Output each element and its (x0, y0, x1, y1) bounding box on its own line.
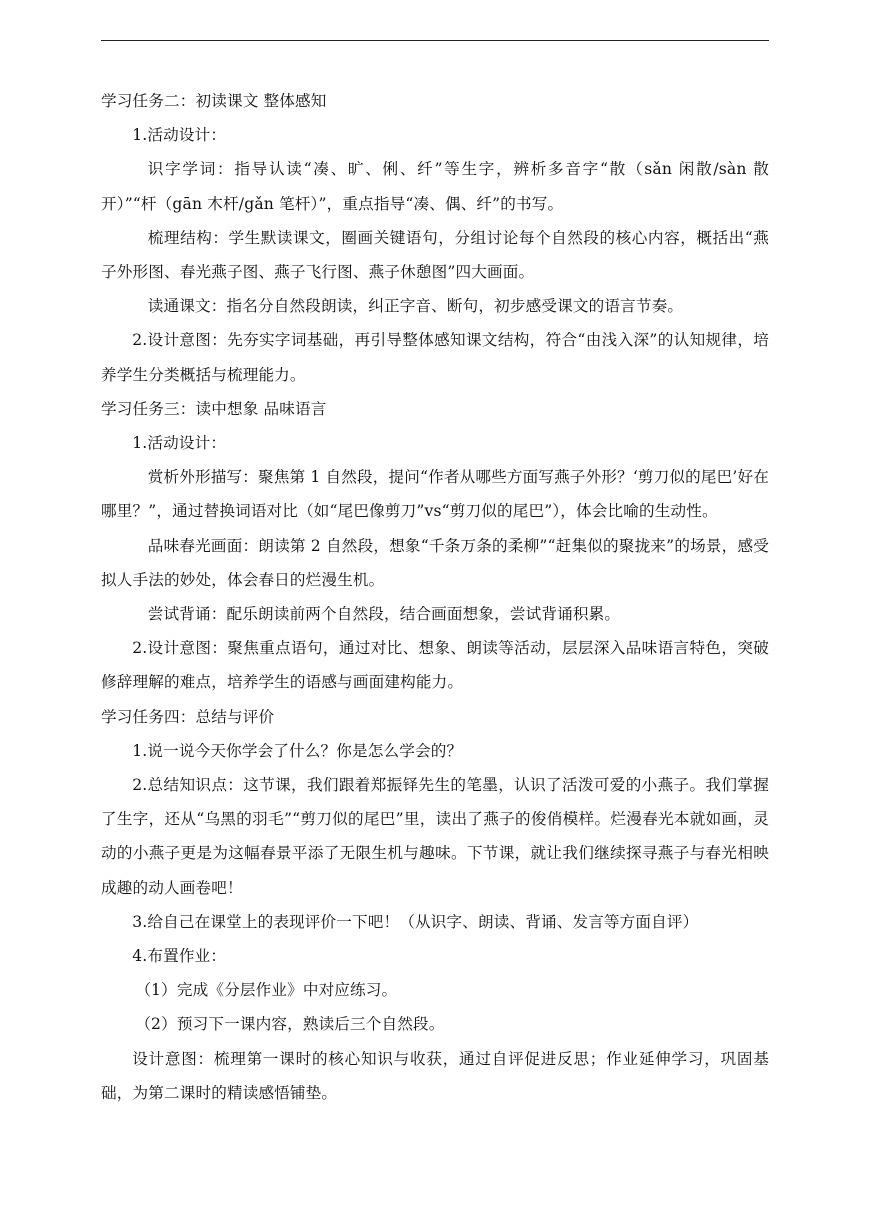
task4-item1: 1.说一说今天你学会了什么？你是怎么学会的？ (132, 741, 463, 760)
task4-summary-paragraph: 2.总结知识点：这节课，我们跟着郑振铎先生的笔墨，认识了活泼可爱的小燕子。我们掌握了生字，还从“乌黑的羽毛”“剪刀似的尾巴”里，读出了燕子的俊俏模样。烂漫春光本就如画，灵动的小燕子更是为这幅春景平添了无限生机与趣味。下节课，就让我们继续探寻燕子与春光相映成趣的动人画卷吧！ (101, 776, 769, 897)
task3-heading: 学习任务三：读中想象 品味语言 (101, 399, 327, 418)
task3-intent-paragraph: 2.设计意图：聚焦重点语句，通过对比、想象、朗读等活动，层层深入品味语言特色，突破修辞理解的难点，培养学生的语感与画面建构能力。 (101, 639, 769, 692)
task3-shape-paragraph: 赏析外形描写：聚焦第 1 自然段，提问“作者从哪些方面写燕子外形？‘剪刀似的尾巴’好在哪里？”，通过替换词语对比（如“尾巴像剪刀”vs“剪刀似的尾巴”），体会比喻的生动性。 (101, 468, 769, 521)
task2-structure-paragraph: 梳理结构：学生默读课文，圈画关键语句，分组讨论每个自然段的核心内容，概括出“燕子外形图、春光燕子图、燕子飞行图、燕子休憩图”四大画面。 (101, 228, 769, 282)
task4-self-evaluation: 3.给自己在课堂上的表现评价一下吧！（从识字、朗读、背诵、发言等方面自评） (132, 912, 699, 931)
task4-intent-paragraph: 设计意图：梳理第一课时的核心知识与收获，通过自评促进反思；作业延伸学习，巩固基础，为第二课时的精读感悟铺垫。 (101, 1049, 769, 1102)
task3-activity-label: 1.活动设计： (132, 434, 227, 453)
document-body (101, 84, 769, 1110)
task2-heading: 学习任务二：初读课文 整体感知 (101, 92, 327, 110)
header-rule (101, 40, 769, 41)
homework-item-2: （2）预习下一课内容，熟读后三个自然段。 (135, 1015, 445, 1034)
task3-recite-paragraph: 尝试背诵：配乐朗读前两个自然段，结合画面想象，尝试背诵积累。 (147, 605, 621, 624)
task2-read-paragraph: 读通课文：指名分自然段朗读，纠正字音、断句，初步感受课文的语言节奏。 (147, 297, 684, 316)
homework-item-1: （1）完成《分层作业》中对应练习。 (135, 981, 398, 1000)
task2-activity-label: 1.活动设计： (132, 126, 227, 145)
task4-homework-label: 4.布置作业： (132, 947, 227, 966)
task3-spring-paragraph: 品味春光画面：朗读第 2 自然段，想象“千条万条的柔柳”“赶集似的聚拢来”的场景，感受拟人手法的妙处，体会春日的烂漫生机。 (101, 536, 769, 589)
task2-words-paragraph: 识字学词：指导认读“凑、旷、俐、纤”等生字，辨析多音字“散（sǎn 闲散/sàn 散开）”“杆（gān 木杆/gǎn 笔杆）”，重点指导“凑、偶、纤”的书写。 (101, 160, 769, 213)
task2-intent-paragraph: 2.设计意图：先夯实字词基础，再引导整体感知课文结构，符合“由浅入深”的认知规律，培养学生分类概括与梳理能力。 (101, 331, 769, 384)
task4-heading: 学习任务四：总结与评价 (101, 707, 275, 726)
